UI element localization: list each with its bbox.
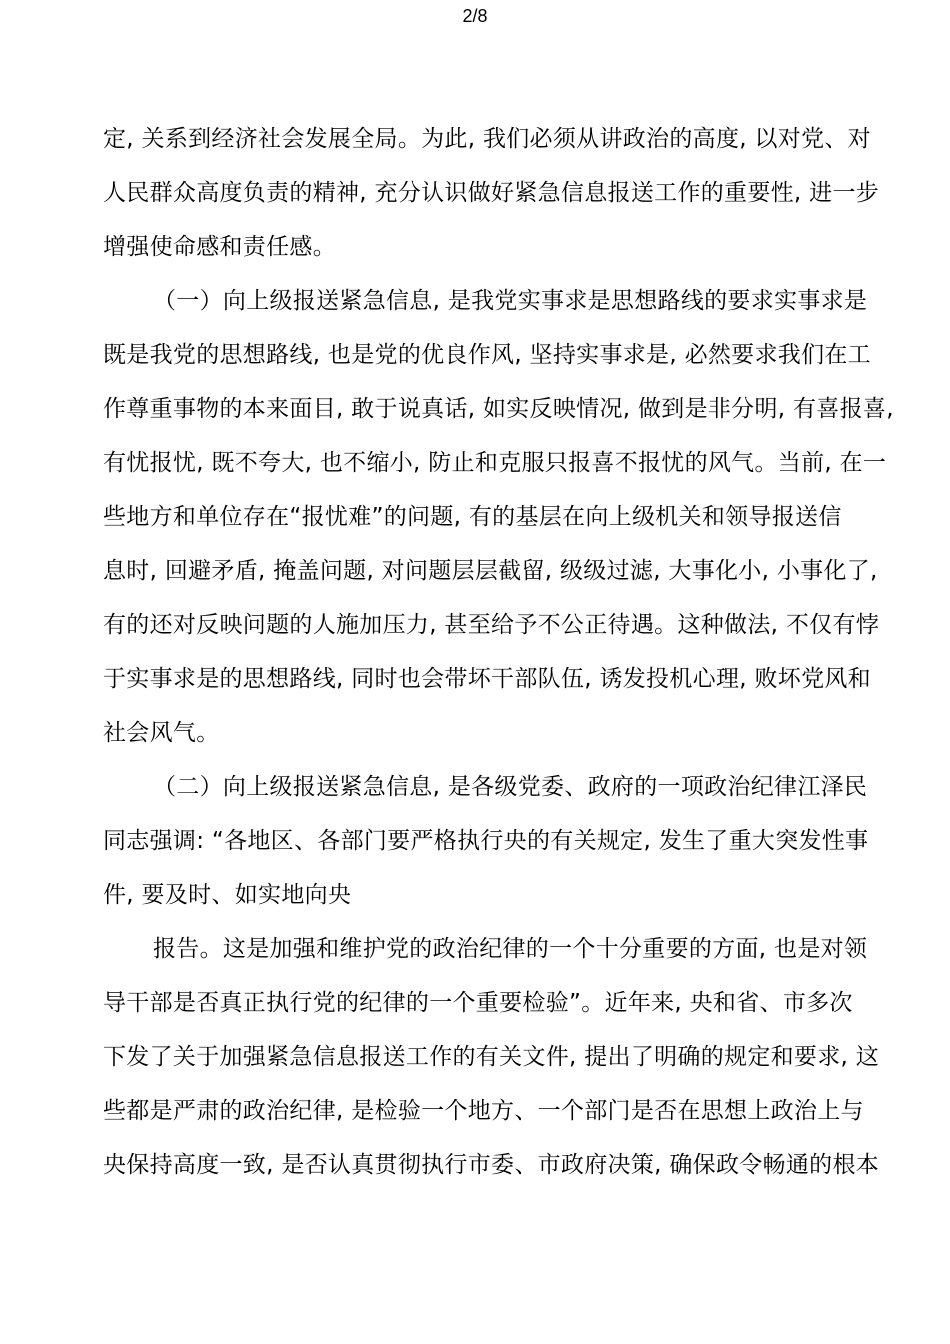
text-line: 于实事求是的思想路线, 同时也会带坏干部队伍, 诱发投机心理, 败坏党风和 bbox=[103, 666, 871, 692]
text-line: 导干部是否真正执行党的纪律的一个重要检验”。近年来, 央和省、市多次 bbox=[103, 990, 853, 1016]
text-line: （一）向上级报送紧急信息, 是我党实事求是思想路线的要求实事求是 bbox=[153, 288, 868, 314]
text-line: 些地方和单位存在“报忧难”的问题, 有的基层在向上级机关和领导报送信 bbox=[103, 504, 842, 530]
text-line: 报告。这是加强和维护党的政治纪律的一个十分重要的方面, 也是对领 bbox=[153, 936, 868, 962]
paragraph-2 bbox=[103, 274, 894, 760]
text-line: 定, 关系到经济社会发展全局。为此, 我们必须从讲政治的高度, 以对党、对 bbox=[103, 126, 871, 152]
text-line: 息时, 回避矛盾, 掩盖问题, 对问题层层截留, 级级过滤, 大事化小, 小事化了, bbox=[103, 558, 878, 584]
document-body bbox=[103, 112, 894, 1192]
text-line: 件, 要及时、如实地向央 bbox=[103, 882, 352, 908]
text-line: 下发了关于加强紧急信息报送工作的有关文件, 提出了明确的规定和要求, 这 bbox=[103, 1044, 880, 1070]
text-line: 有的还对反映问题的人施加压力, 甚至给予不公正待遇。这种做法, 不仅有悖 bbox=[103, 612, 880, 638]
paragraph-4 bbox=[103, 922, 880, 1192]
text-line: 增强使命感和责任感。 bbox=[103, 234, 336, 260]
text-line: 既是我党的思想路线, 也是党的优良作风, 坚持实事求是, 必然要求我们在工 bbox=[103, 342, 871, 368]
text-line: 央保持高度一致, 是否认真贯彻执行市委、市政府决策, 确保政令畅通的根本 bbox=[103, 1152, 880, 1178]
text-line: 人民群众高度负责的精神, 充分认识做好紧急信息报送工作的重要性, 进一步 bbox=[103, 180, 880, 206]
text-line: 有忧报忧, 既不夸大, 也不缩小, 防止和克服只报喜不报忧的风气。当前, 在一 bbox=[103, 450, 887, 476]
text-line: 些都是严肃的政治纪律, 是检验一个地方、一个部门是否在思想上政治上与 bbox=[103, 1098, 864, 1124]
paragraph-3 bbox=[103, 760, 869, 922]
page-number: 2/8 bbox=[462, 6, 488, 26]
text-line: （二）向上级报送紧急信息, 是各级党委、政府的一项政治纪律江泽民 bbox=[153, 774, 868, 800]
paragraph-1 bbox=[103, 112, 880, 274]
text-line: 作尊重事物的本来面目, 敢于说真话, 如实反映情况, 做到是非分明, 有喜报喜, bbox=[103, 396, 894, 422]
text-line: 社会风气。 bbox=[103, 720, 220, 746]
text-line: 同志强调: “各地区、各部门要严格执行央的有关规定, 发生了重大突发性事 bbox=[103, 828, 869, 854]
